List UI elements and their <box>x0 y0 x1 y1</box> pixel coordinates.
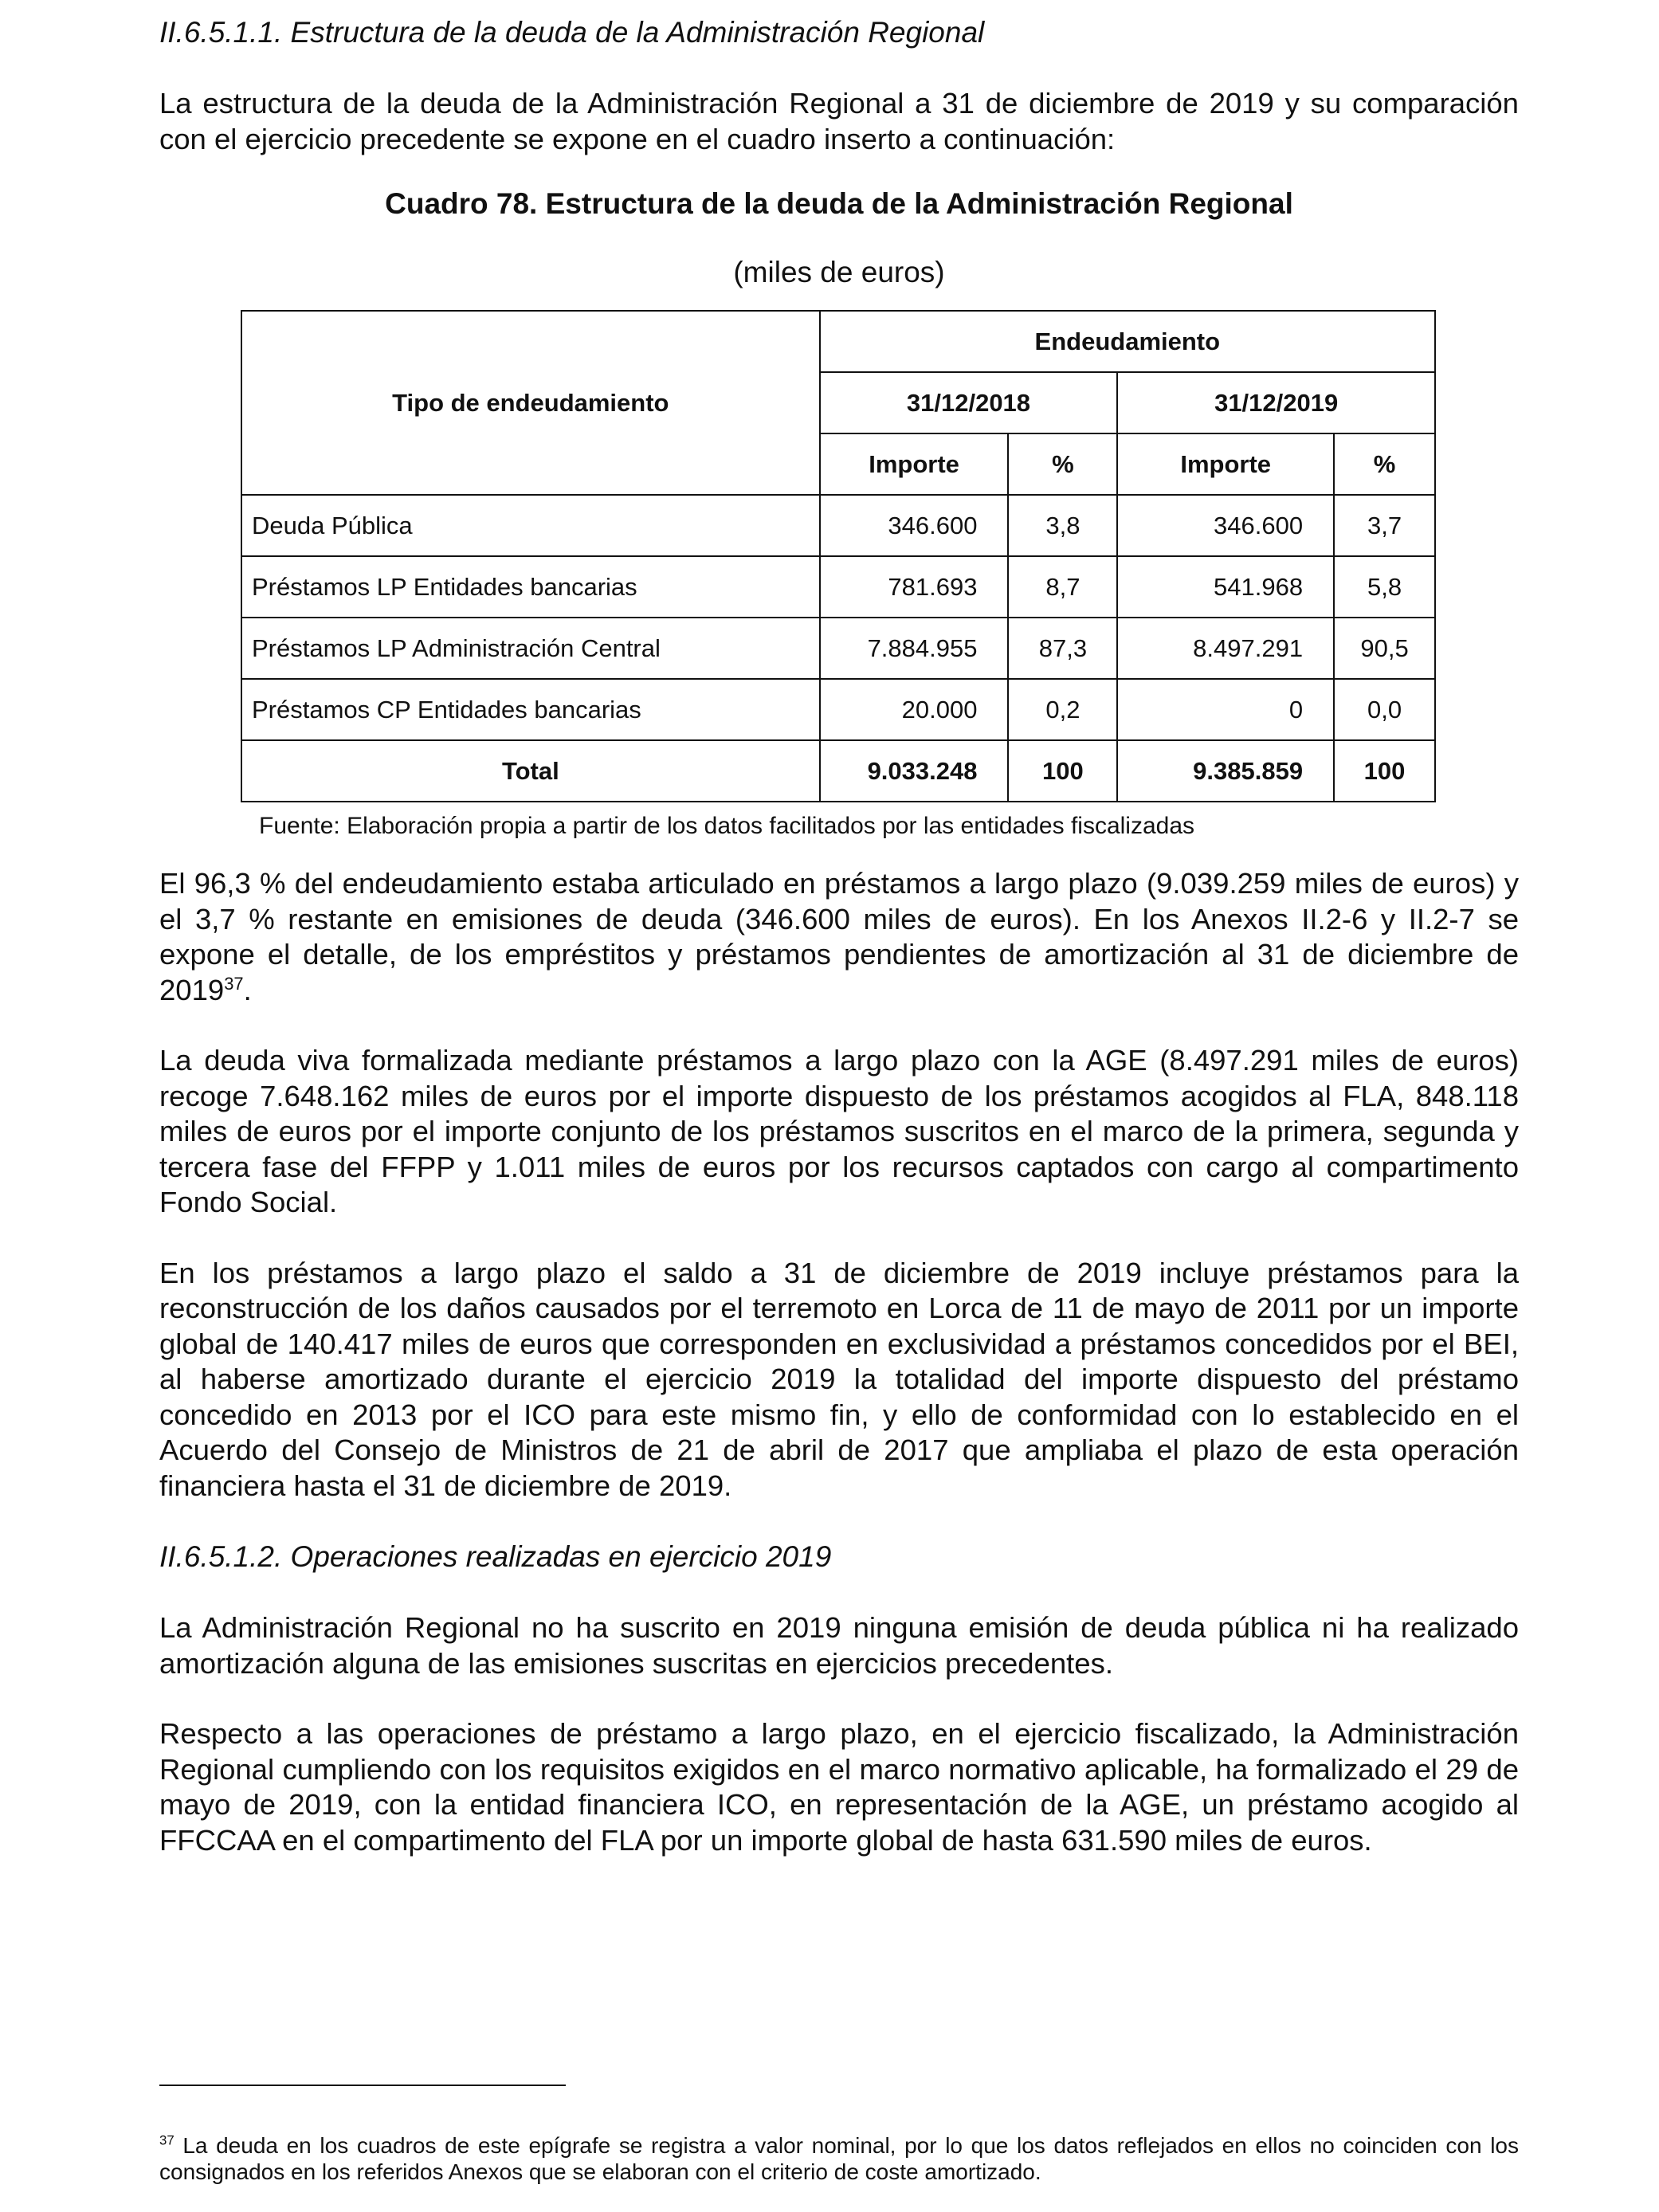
cell-pct-2018: 0,2 <box>1008 679 1117 740</box>
cell-pct-2019: 0,0 <box>1334 679 1435 740</box>
header-indebtedness: Endeudamiento <box>820 311 1435 372</box>
footnote <box>159 2132 1519 2185</box>
table-row <box>241 679 1435 740</box>
debt-structure-table <box>241 310 1436 802</box>
cell-amount-2018: 346.600 <box>820 495 1009 556</box>
table-row <box>241 556 1435 618</box>
header-pct-2018: % <box>1008 433 1117 495</box>
table-header-row <box>241 311 1435 372</box>
header-date-2018: 31/12/2018 <box>820 372 1118 433</box>
cell-amount-2018: 20.000 <box>820 679 1009 740</box>
paragraph-age-debt: La deuda viva formalizada mediante préstamos a largo plazo con la AGE (8.497.291 miles de euros) recoge 7.648.162 miles de euros por el importe dispuesto de los préstamos acogidos al FLA, 848.118 miles de euros por el importe conjunto de los préstamos suscritos en el marco de la primera, segunda y tercera fase del FFPP y 1.011 miles de euros por los recursos captados con cargo al compartimento Fondo Social. <box>159 1044 1519 1218</box>
header-debt-type: Tipo de endeudamiento <box>241 311 820 495</box>
cell-amount-2019: 0 <box>1117 679 1334 740</box>
footnote-number: 37 <box>159 2132 175 2148</box>
paragraph-loan-operations: Respecto a las operaciones de préstamo a largo plazo, en el ejercicio fiscalizado, la Administración Regional cumpliendo con los requisitos exigidos en el marco normativo aplicable, ha formalizado el 29 de mayo de 2019, con la entidad financiera ICO, en representación de la AGE, un préstamo acogido al FFCCAA en el compartimento del FLA por un importe global de hasta 631.590 miles de euros. <box>159 1717 1519 1857</box>
table-row <box>241 495 1435 556</box>
total-pct-2018: 100 <box>1008 740 1117 802</box>
total-amount-2019: 9.385.859 <box>1117 740 1334 802</box>
cell-pct-2019: 5,8 <box>1334 556 1435 618</box>
section-heading-operations: II.6.5.1.2. Operaciones realizadas en ejercicio 2019 <box>159 1540 832 1573</box>
row-label: Deuda Pública <box>241 495 820 556</box>
cell-amount-2018: 781.693 <box>820 556 1009 618</box>
footnote-reference: 37 <box>224 973 244 994</box>
cell-pct-2018: 87,3 <box>1008 618 1117 679</box>
header-amount-2019: Importe <box>1117 433 1334 495</box>
header-amount-2018: Importe <box>820 433 1009 495</box>
cell-amount-2019: 346.600 <box>1117 495 1334 556</box>
total-amount-2018: 9.033.248 <box>820 740 1009 802</box>
header-date-2019: 31/12/2019 <box>1117 372 1435 433</box>
header-pct-2019: % <box>1334 433 1435 495</box>
intro-paragraph: La estructura de la deuda de la Administración Regional a 31 de diciembre de 2019 y su comparación con el ejercicio precedente se expone en el cuadro inserto a continuación: <box>159 87 1519 155</box>
total-label: Total <box>241 740 820 802</box>
paragraph-text: El 96,3 % del endeudamiento estaba articulado en préstamos a largo plazo (9.039.259 miles de euros) y el 3,7 % restante en emisiones de deuda (346.600 miles de euros). En los Anexos II.2-6 y II.2-7 se expone el detalle, de los empréstitos y préstamos pendientes de amortización al 31 de diciembre de 2019 <box>159 867 1519 1006</box>
total-pct-2019: 100 <box>1334 740 1435 802</box>
row-label: Préstamos LP Entidades bancarias <box>241 556 820 618</box>
cell-pct-2019: 3,7 <box>1334 495 1435 556</box>
paragraph-lorca-loans: En los préstamos a largo plazo el saldo a 31 de diciembre de 2019 incluye préstamos para la reconstrucción de los daños causados por el terremoto en Lorca de 11 de mayo de 2011 por un importe global de 140.417 miles de euros que corresponden en exclusividad a préstamos concedidos por el BEI, al haberse amortizado durante el ejercicio 2019 la totalidad del importe dispuesto del préstamo concedido en 2013 por el ICO para este mismo fin, y ello de conformidad con lo establecido en el Acuerdo del Consejo de Ministros de 21 de abril de 2017 que ampliaba el plazo de esta operación financiera hasta el 31 de diciembre de 2019. <box>159 1256 1519 1502</box>
document-page <box>159 14 1519 1858</box>
table-title: Cuadro 78. Estructura de la deuda de la Administración Regional <box>385 187 1293 220</box>
cell-amount-2019: 541.968 <box>1117 556 1334 618</box>
paragraph-end: . <box>243 973 252 1006</box>
footnote-text: La deuda en los cuadros de este epígrafe se registra a valor nominal, por lo que los datos reflejados en ellos no coinciden con los consignados en los referidos Anexos que se elaboran con el criterio de coste amortizado. <box>159 2133 1519 2184</box>
table-subtitle: (miles de euros) <box>733 256 945 288</box>
cell-amount-2018: 7.884.955 <box>820 618 1009 679</box>
table-row <box>241 618 1435 679</box>
cell-pct-2019: 90,5 <box>1334 618 1435 679</box>
footnote-separator <box>159 2085 566 2086</box>
paragraph-no-emissions: La Administración Regional no ha suscrito en 2019 ninguna emisión de deuda pública ni ha realizado amortización alguna de las emisiones suscritas en ejercicios precedentes. <box>159 1611 1519 1680</box>
row-label: Préstamos LP Administración Central <box>241 618 820 679</box>
section-heading-structure: II.6.5.1.1. Estructura de la deuda de la Administración Regional <box>159 16 985 49</box>
table-source-note: Fuente: Elaboración propia a partir de los datos facilitados por las entidades fiscalizadas <box>259 813 1195 839</box>
cell-pct-2018: 3,8 <box>1008 495 1117 556</box>
cell-pct-2018: 8,7 <box>1008 556 1117 618</box>
paragraph-long-term-loans <box>159 866 1519 1008</box>
cell-amount-2019: 8.497.291 <box>1117 618 1334 679</box>
table-total-row <box>241 740 1435 802</box>
row-label: Préstamos CP Entidades bancarias <box>241 679 820 740</box>
